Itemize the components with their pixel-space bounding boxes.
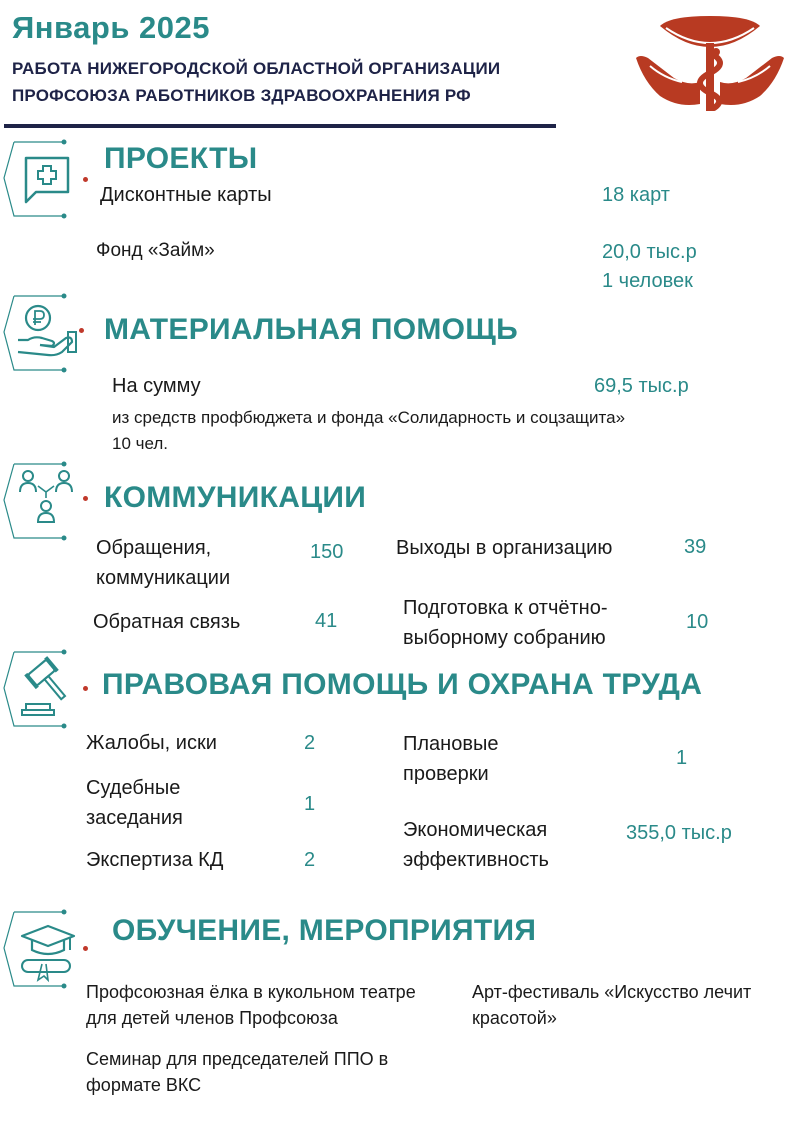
- section-heading-legal: ПРАВОВАЯ ПОМОЩЬ И ОХРАНА ТРУДА: [102, 668, 703, 701]
- section-heading-projects: ПРОЕКТЫ: [104, 142, 258, 175]
- loan-fund-people: 1 человек: [602, 270, 693, 292]
- subtitle-line-1: РАБОТА НИЖЕГОРОДСКОЙ ОБЛАСТНОЙ ОРГАНИЗАЦИИ: [12, 59, 501, 78]
- subtitle-line-2: ПРОФСОЮЗА РАБОТНИКОВ ЗДРАВООХРАНЕНИЯ РФ: [12, 86, 471, 105]
- discount-cards-label: Дисконтные карты: [100, 184, 272, 206]
- section-heading-communications: КОММУНИКАЦИИ: [104, 481, 367, 514]
- bullet-dot: [79, 328, 84, 333]
- org-visits-value: 39: [684, 536, 707, 558]
- gavel-icon: [4, 648, 84, 732]
- section-heading-training: ОБУЧЕНИЕ, МЕРОПРИЯТИЯ: [112, 914, 537, 947]
- court-sessions-label: Судебные заседания: [86, 777, 183, 829]
- expertise-value: 2: [304, 849, 316, 871]
- section-heading-material-aid: МАТЕРИАЛЬНАЯ ПОМОЩЬ: [104, 313, 518, 346]
- complaints-value: 2: [304, 732, 316, 754]
- header-divider: [4, 124, 556, 128]
- feedback-value: 41: [315, 610, 338, 632]
- election-prep-label: Подготовка к отчётно-выборному собранию: [403, 597, 608, 649]
- inspections-label: Плановые проверки: [403, 733, 499, 785]
- healthcare-union-logo: [630, 8, 790, 116]
- court-sessions-value: 1: [304, 793, 316, 815]
- ruble-coin-hand-icon: [4, 292, 84, 376]
- inspections-value: 1: [676, 747, 688, 769]
- election-prep-value: 10: [686, 611, 709, 633]
- economic-efficiency-label: Экономическая эффективность: [403, 819, 549, 871]
- page-title: Январь 2025: [12, 10, 210, 45]
- graduation-cap-icon: [4, 908, 84, 992]
- loan-fund-value: 20,0 тыс.р: [602, 241, 697, 263]
- medical-chat-icon: [4, 138, 84, 222]
- aid-people-count: 10 чел.: [112, 434, 169, 453]
- people-network-icon: [4, 460, 84, 544]
- complaints-label: Жалобы, иски: [86, 732, 217, 754]
- bullet-dot: [83, 946, 88, 951]
- bullet-dot: [83, 177, 88, 182]
- loan-fund-label: Фонд «Займ»: [96, 240, 215, 261]
- aid-sum-label: На сумму: [112, 375, 201, 397]
- event-art-festival: Арт-фестиваль «Искусство лечит красотой»: [472, 982, 752, 1028]
- aid-sum-value: 69,5 тыс.р: [594, 375, 689, 397]
- discount-cards-value: 18 карт: [602, 184, 670, 206]
- expertise-label: Экспертиза КД: [86, 849, 224, 871]
- feedback-label: Обратная связь: [93, 611, 241, 633]
- event-puppet-theatre: Профсоюзная ёлка в кукольном театре для детей членов Профсоюза: [86, 982, 416, 1028]
- event-seminar: Семинар для председателей ППО в формате ВКС: [86, 1049, 389, 1095]
- aid-source-text: из средств профбюджета и фонда «Солидарность и соцзащита»: [112, 408, 626, 427]
- economic-efficiency-value: 355,0 тыс.р: [626, 822, 732, 844]
- bullet-dot: [83, 686, 88, 691]
- appeals-value: 150: [310, 541, 344, 563]
- bullet-dot: [83, 496, 88, 501]
- org-visits-label: Выходы в организацию: [396, 537, 613, 559]
- appeals-label: Обращения, коммуникации: [96, 537, 231, 589]
